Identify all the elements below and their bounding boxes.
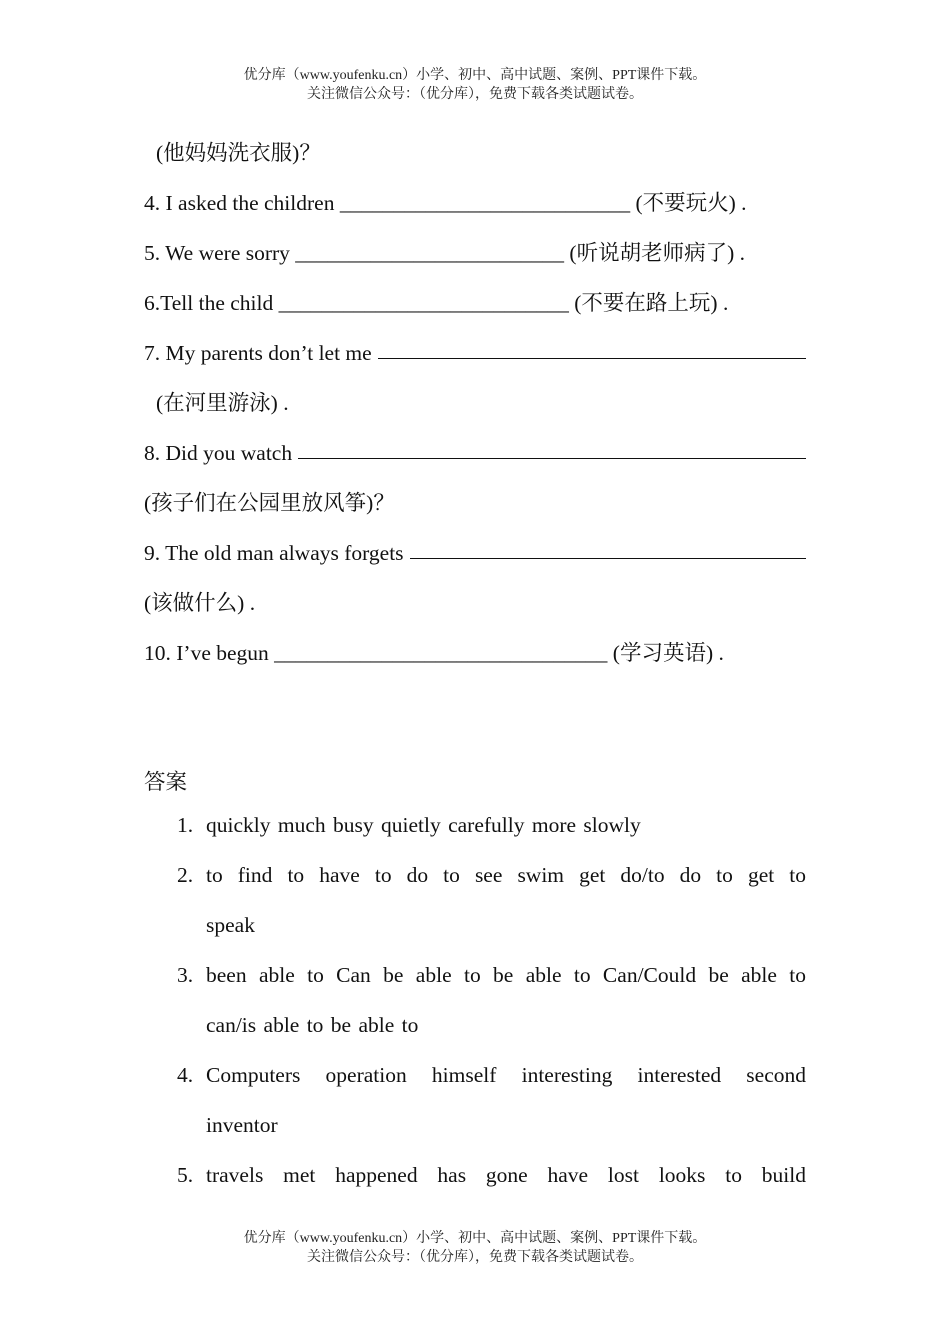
question-10: 10. I’ve begun _______________________________ (学习英语) . (144, 641, 724, 665)
question-8 (144, 428, 806, 478)
question-9 (144, 528, 806, 578)
question-7-continuation: (在河里游泳) . (156, 391, 289, 415)
answers-list (177, 800, 806, 1200)
answer-text: been able to Can be able to be able to Can/Could be able to can/is able to be able to (206, 963, 806, 1037)
worksheet-body (144, 128, 806, 1200)
footer-line-2: 关注微信公众号：（优分库），免费下载各类试题试卷。 (307, 1250, 643, 1265)
page-header (0, 66, 950, 104)
question-3-continuation: (他妈妈洗衣服)？ (156, 141, 321, 165)
question-9-continuation: (该做什么) . (144, 591, 256, 615)
page-footer (0, 1229, 950, 1267)
answer-item (177, 950, 806, 1050)
question-8-text: 8. Did you watch (144, 441, 293, 465)
answer-item (177, 1050, 806, 1150)
question-7 (144, 328, 806, 378)
question-5: 5. We were sorry _________________________ (听说胡老师病了) . (144, 241, 746, 265)
answer-item (177, 850, 806, 950)
answer-number: 3. (177, 963, 194, 987)
answer-number: 5. (177, 1163, 194, 1187)
answer-blank (410, 528, 806, 559)
question-4: 4. I asked the children ___________________________ (不要玩火) . (144, 191, 747, 215)
answer-blank (298, 428, 806, 459)
answer-number: 2. (177, 863, 194, 887)
answers-title: 答案 (144, 770, 188, 794)
answer-number: 1. (177, 813, 194, 837)
answer-item (177, 1150, 806, 1200)
question-6: 6.Tell the child ___________________________ (不要在路上玩) . (144, 291, 729, 315)
header-line-2: 关注微信公众号：（优分库），免费下载各类试题试卷。 (307, 87, 643, 102)
answer-text: Computers operation himself interesting interested second inventor (206, 1063, 806, 1137)
answer-blank (378, 328, 806, 359)
answer-text: quickly much busy quietly carefully more slowly (206, 813, 641, 837)
answer-number: 4. (177, 1063, 194, 1087)
question-9-text: 9. The old man always forgets (144, 541, 404, 565)
question-7-text: 7. My parents don’t let me (144, 341, 372, 365)
question-8-continuation: (孩子们在公园里放风筝)？ (144, 491, 395, 515)
answer-text: travels met happened has gone have lost looks to build (206, 1163, 806, 1187)
answer-item (177, 800, 806, 850)
answer-text: to find to have to do to see swim get do/to do to get to speak (206, 863, 806, 937)
header-line-1: 优分库（www.youfenku.cn）小学、初中、高中试题、案例、PPT课件下载。 (243, 68, 707, 83)
footer-line-1: 优分库（www.youfenku.cn）小学、初中、高中试题、案例、PPT课件下载。 (243, 1231, 707, 1246)
